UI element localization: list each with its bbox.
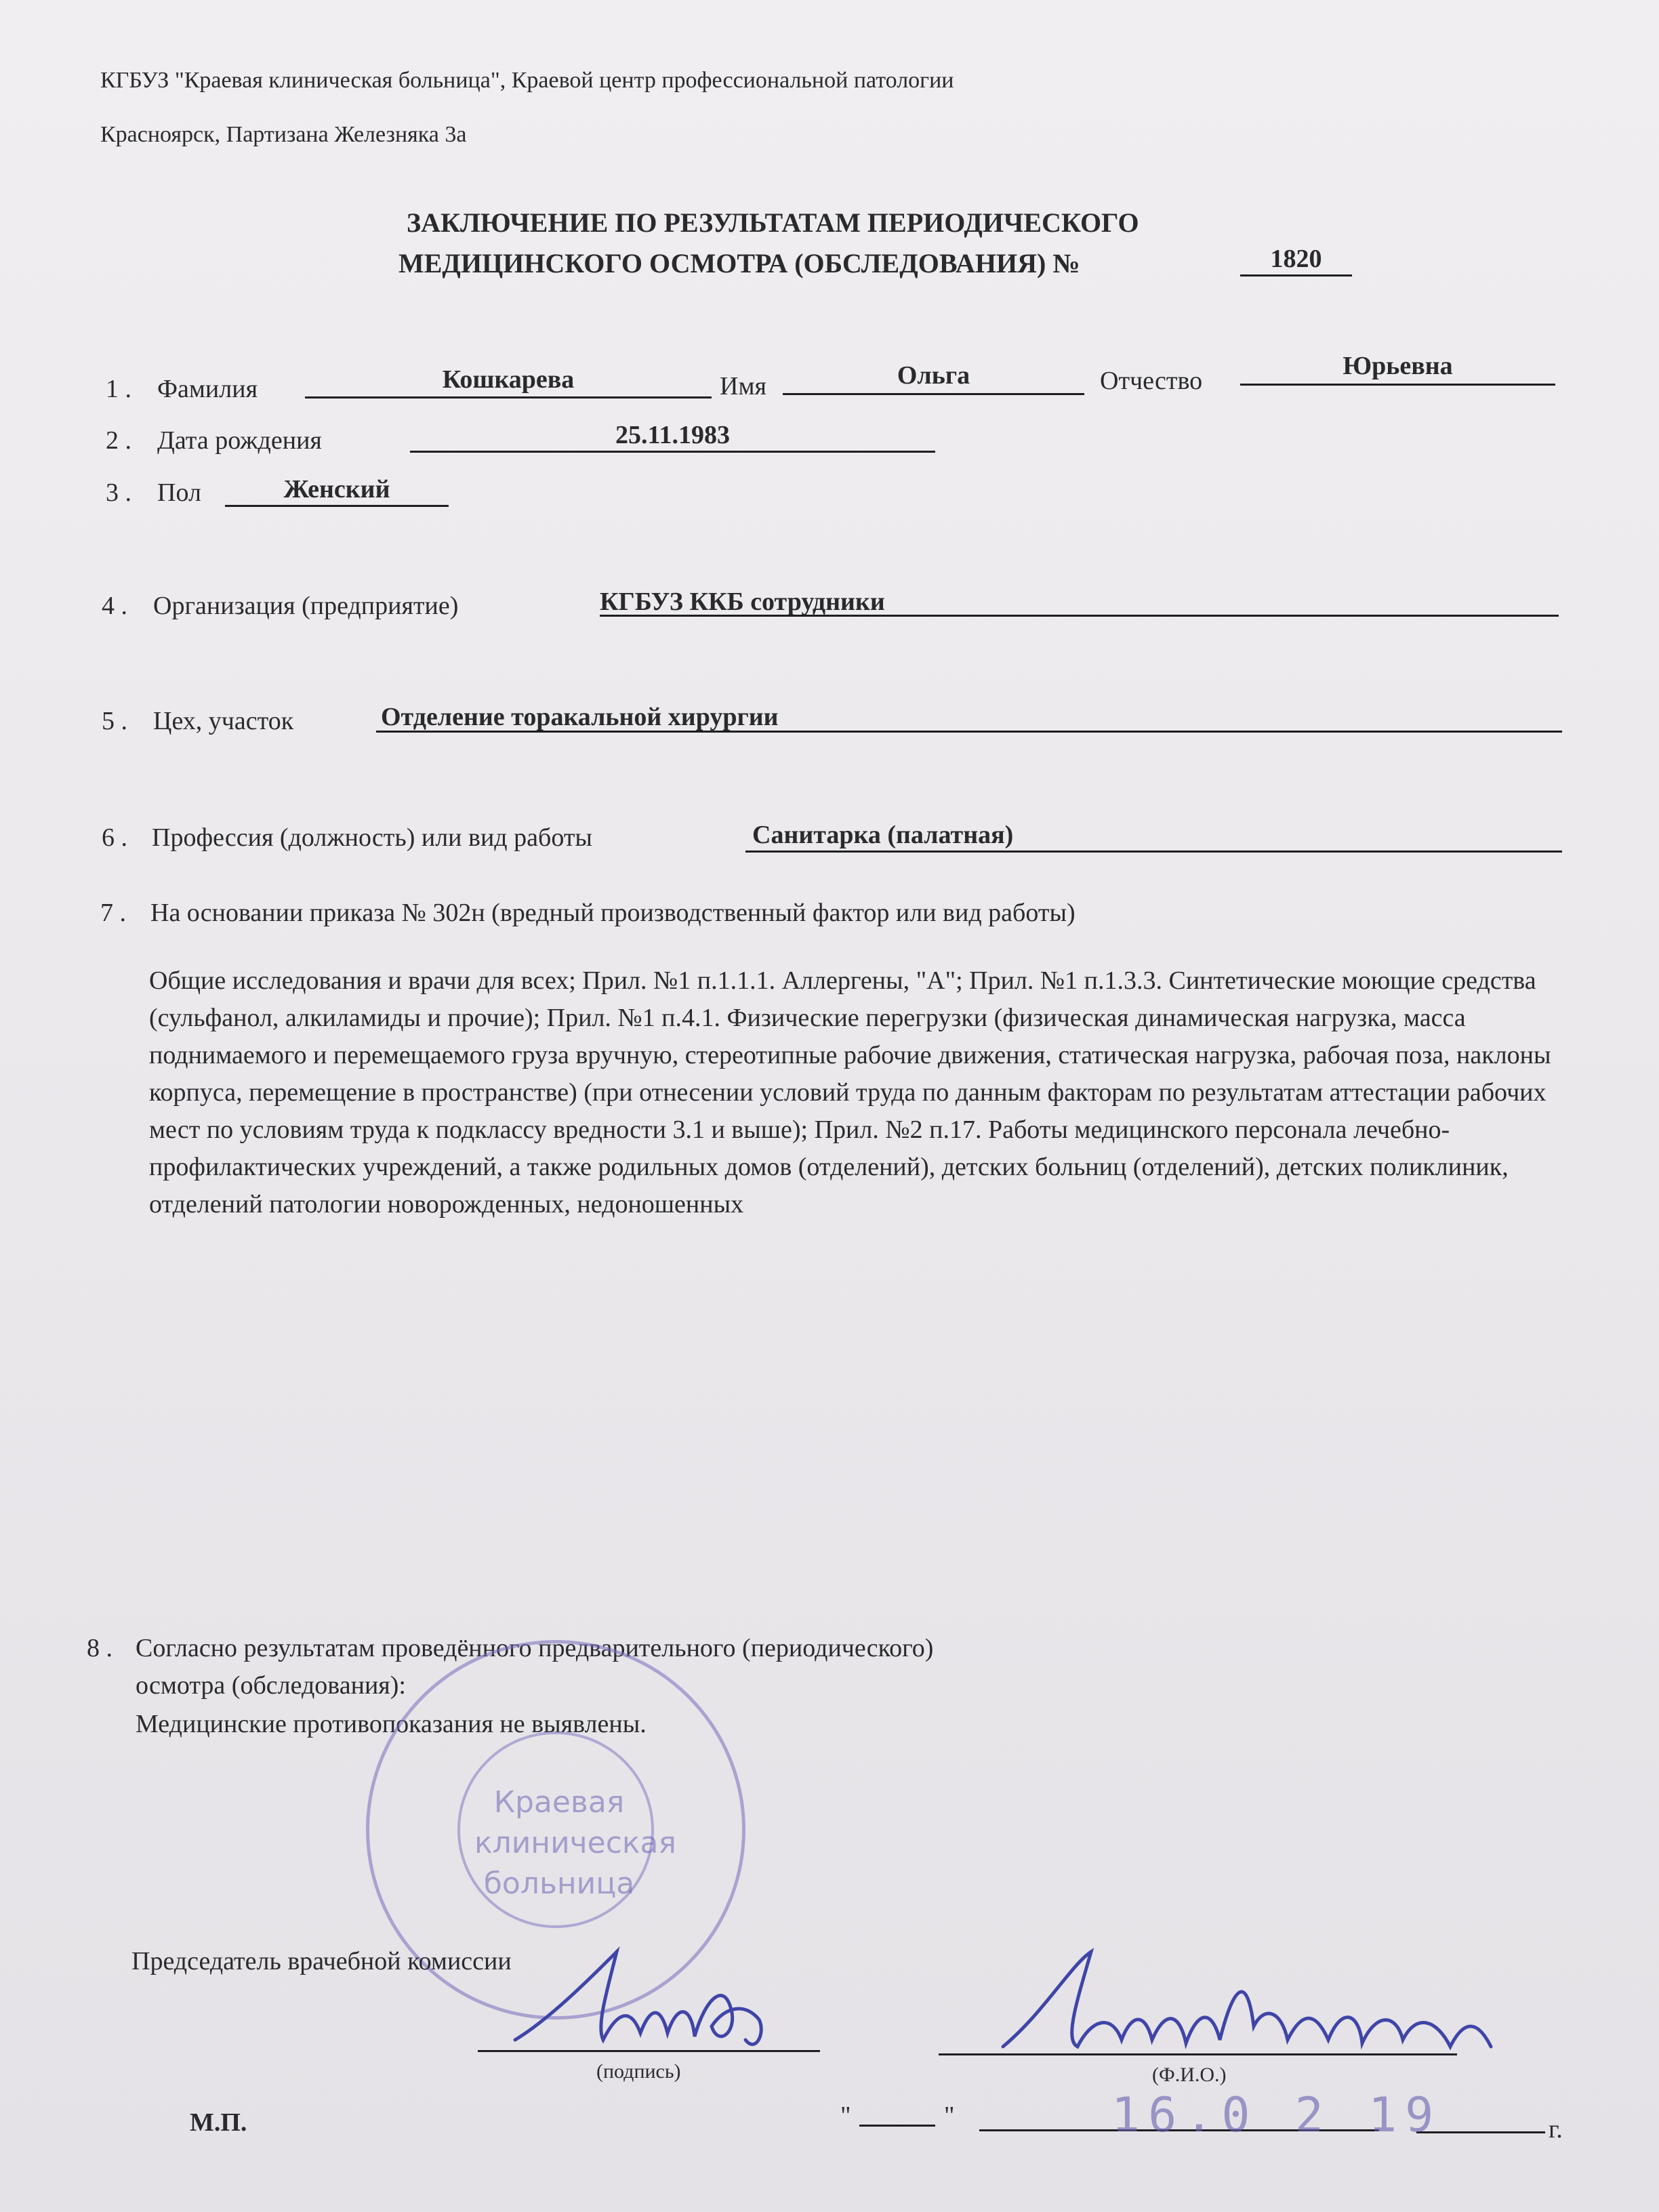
- fio-underline: [939, 2053, 1457, 2055]
- surname-value: Кошкарева: [442, 365, 575, 394]
- surname-label: Фамилия: [157, 375, 258, 403]
- field-2-number: 2 .: [106, 426, 131, 455]
- field-7-number: 7 .: [100, 899, 126, 927]
- date-quote-close: ": [944, 2102, 955, 2130]
- org-header-line2: Красноярск, Партизана Железняка 3а: [100, 122, 467, 147]
- field-1-number: 1 .: [106, 375, 131, 403]
- patronymic-value: Юрьевна: [1343, 352, 1453, 380]
- field-3-number: 3 .: [106, 478, 131, 507]
- org-value: КГБУЗ ККБ сотрудники: [600, 588, 885, 616]
- year-suffix: г.: [1549, 2115, 1563, 2144]
- handwritten-fio: [962, 1945, 1572, 2084]
- surname-underline: [305, 396, 712, 398]
- document-number: 1820: [1270, 245, 1322, 273]
- field-6-number: 6 .: [102, 823, 127, 852]
- org-label: Организация (предприятие): [153, 592, 459, 620]
- field-5-number: 5 .: [102, 707, 127, 735]
- fio-caption: (Ф.И.О.): [1152, 2064, 1227, 2086]
- dob-value: 25.11.1983: [615, 421, 730, 449]
- dept-value: Отделение торакальной хирургии: [381, 703, 779, 731]
- org-underline: [600, 615, 1559, 617]
- patronymic-label: Отчество: [1100, 367, 1203, 395]
- profession-value: Санитарка (палатная): [752, 821, 1014, 849]
- signature-underline: [478, 2050, 820, 2052]
- basis-text: Общие исследования и врачи для всех; Прил. №1 п.1.1.1. Аллергены, "А"; Прил. №1 п.1.3.3. Синтетические моющие средства (сульфанол, алкиламиды и прочие); Прил. №1 п.4.1. Физические перегрузки (физическая динамическая нагрузка, масса поднимаемого и перемещаемого груза вручную, стереотипные рабочие движения, статическая нагрузка, рабочая поза, наклоны корпуса, перемещение в пространстве) (при отнесении условий труда по данным факторам по результатам аттестации рабочих мест по условиям труда к подклассу вредности 3.1 и выше); Прил. №2 п.17. Работы медицинского персонала лечебно-профилактических учреждений, а также родильных домов (отделений), детских больниц (отделений), детских поликлиник, отделений патологии новорожденных, недоношенных: [149, 966, 1551, 1218]
- sex-underline: [225, 505, 449, 507]
- profession-underline: [745, 851, 1562, 853]
- name-underline: [783, 393, 1084, 395]
- date-quote-open: ": [840, 2102, 851, 2130]
- mp-label: М.П.: [190, 2108, 247, 2137]
- date-day-underline: [859, 2125, 935, 2127]
- name-value: Ольга: [897, 361, 970, 390]
- sex-label: Пол: [157, 478, 201, 507]
- dob-label: Дата рождения: [157, 426, 322, 455]
- document-title-line2: МЕДИЦИНСКОГО ОСМОТРА (ОБСЛЕДОВАНИЯ) №: [398, 248, 1080, 279]
- sex-value: Женский: [283, 475, 390, 504]
- field-8-number: 8 .: [87, 1634, 112, 1662]
- result-line1: Согласно результатам проведённого предварительного (периодического): [136, 1634, 934, 1662]
- result-line2: осмотра (обследования):: [136, 1671, 406, 1700]
- document-title-line1: ЗАКЛЮЧЕНИЕ ПО РЕЗУЛЬТАТАМ ПЕРИОДИЧЕСКОГО: [407, 207, 1139, 238]
- dob-underline: [410, 451, 935, 453]
- date-stamp: 16.0 2 19: [1111, 2087, 1442, 2143]
- dept-underline: [376, 731, 1562, 733]
- basis-label: На основании приказа № 302н (вредный производственный фактор или вид работы): [150, 899, 1076, 927]
- field-4-number: 4 .: [102, 592, 127, 620]
- patronymic-underline: [1240, 384, 1555, 386]
- document-number-underline: [1240, 274, 1352, 276]
- round-stamp-text: Краевая клиническая больница: [474, 1785, 676, 1901]
- name-label: Имя: [720, 372, 766, 401]
- dept-label: Цех, участок: [153, 707, 294, 735]
- profession-label: Профессия (должность) или вид работы: [152, 823, 592, 852]
- chairman-label: Председатель врачебной комиссии: [131, 1947, 512, 1975]
- signature-caption: (подпись): [596, 2060, 681, 2083]
- handwritten-signature: [488, 1938, 840, 2077]
- result-conclusion: Медицинские противопоказания не выявлены.: [136, 1710, 647, 1738]
- org-header-line1: КГБУЗ "Краевая клиническая больница", Краевой центр профессиональной патологии: [100, 68, 954, 93]
